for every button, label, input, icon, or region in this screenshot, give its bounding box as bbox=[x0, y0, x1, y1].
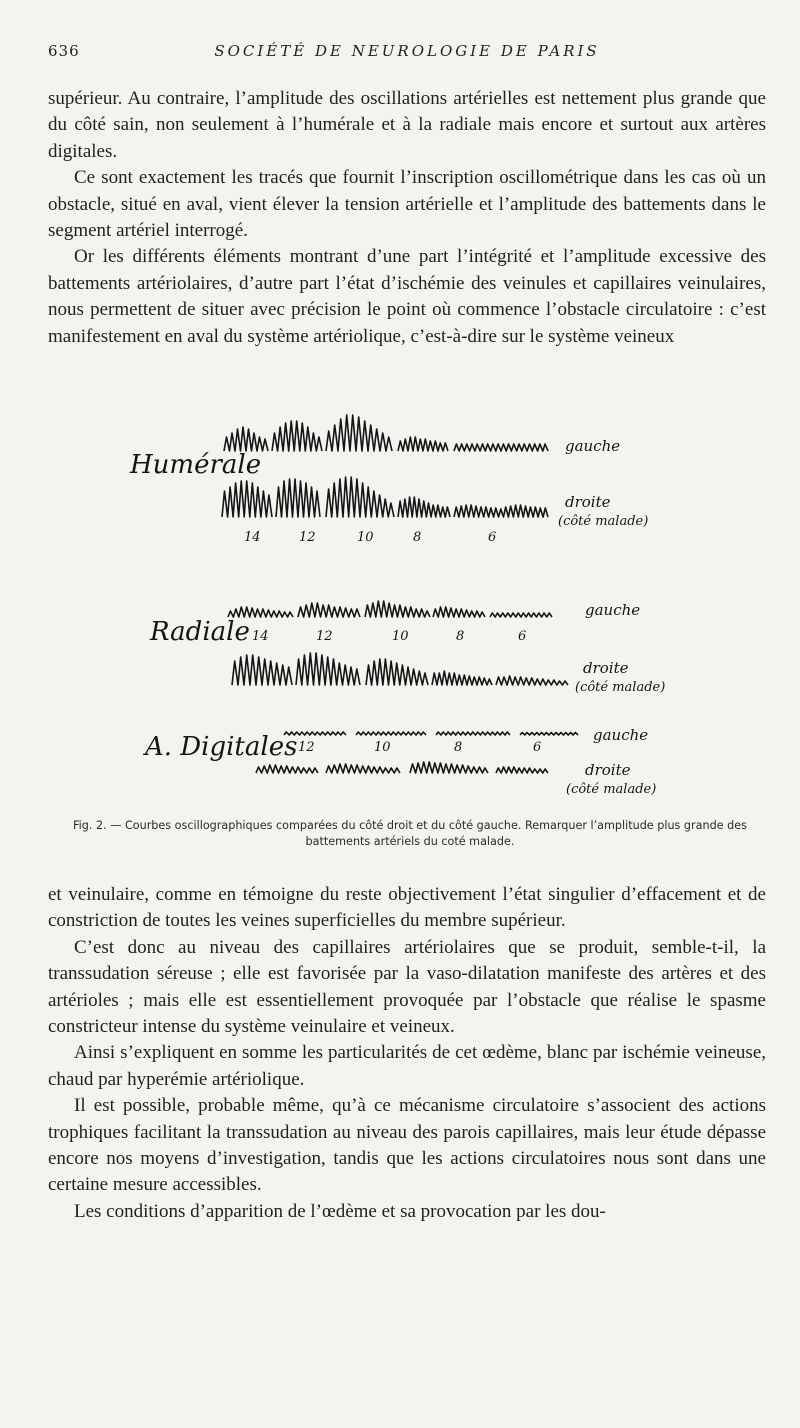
paragraph: et veinulaire, comme en témoigne du reste objectivement l’état singulier d’effacement et de constriction de toutes les veines superficielles du membre supérieur. bbox=[48, 884, 766, 932]
label-gauche: gauche bbox=[593, 726, 649, 744]
trace-digitales-droite bbox=[256, 762, 548, 773]
page-number: 636 bbox=[48, 42, 80, 60]
pressure-label: 10 bbox=[392, 629, 409, 644]
text-block-top bbox=[48, 86, 766, 350]
paragraph: Ce sont exactement les tracés que fournit l’inscription oscillométrique dans les cas où un obstacle, situé en aval, vient élever la tension artérielle et l’amplitude des battements dans le segment artériel interrogé. bbox=[48, 167, 766, 242]
pressure-label: 12 bbox=[316, 629, 333, 644]
label-cote-malade: (côté malade) bbox=[558, 514, 649, 529]
trace-humerale-gauche bbox=[224, 415, 548, 451]
label-droite: droite bbox=[583, 659, 629, 677]
pressure-label: 12 bbox=[299, 530, 316, 545]
pressure-label: 8 bbox=[454, 740, 463, 755]
paragraph: Ainsi s’expliquent en somme les particularités de cet œdème, blanc par ischémie veineuse, chaud par hyperémie artériolique. bbox=[48, 1042, 766, 1090]
label-gauche: gauche bbox=[565, 437, 621, 455]
text-block-bottom bbox=[48, 882, 766, 1225]
running-header bbox=[48, 42, 766, 66]
paragraph: C’est donc au niveau des capillaires artériolaires que se produit, semble-t-il, la transsudation séreuse ; elle est favorisée par la vaso-dilatation manifeste des artères et des artérioles ; mais elle est essentiellement provoquée par l’obstacle que réalise le spasme constricteur intense du système veinulaire et veineux. bbox=[48, 936, 766, 1038]
label-droite: droite bbox=[565, 493, 611, 511]
pressure-label: 14 bbox=[244, 530, 261, 545]
pressure-label: 6 bbox=[488, 530, 497, 545]
trace-radiale-gauche bbox=[228, 601, 552, 617]
pressure-label: 8 bbox=[456, 629, 465, 644]
label-droite: droite bbox=[585, 761, 631, 779]
label-cote-malade: (côté malade) bbox=[575, 680, 666, 695]
label-gauche: gauche bbox=[585, 601, 641, 619]
label-humerale: Humérale bbox=[130, 450, 262, 480]
pressure-label: 10 bbox=[374, 740, 391, 755]
pressure-label: 8 bbox=[413, 530, 422, 545]
label-digitales: A. Digitales bbox=[145, 732, 298, 762]
trace-digitales-gauche bbox=[284, 732, 578, 735]
pressure-label: 10 bbox=[357, 530, 374, 545]
label-radiale: Radiale bbox=[150, 617, 250, 647]
trace-radiale-droite bbox=[232, 653, 568, 685]
paragraph: Or les différents éléments montrant d’une part l’intégrité et l’amplitude excessive des battements artériolaires, d’autre part l’état d’ischémie des veinules et capillaires veinulaires, nous permettent de situer avec précision le point où commence l’obstacle circulatoire : c’est manifestement en aval du système artériolique, c’est-à-dire sur le système veineux bbox=[48, 246, 766, 347]
paragraph: Les conditions d’apparition de l’œdème et sa provocation par les dou- bbox=[74, 1200, 606, 1222]
running-title: SOCIÉTÉ DE NEUROLOGIE DE PARIS bbox=[214, 42, 600, 60]
figure-drawing bbox=[0, 395, 800, 805]
pressure-label: 12 bbox=[298, 740, 315, 755]
trace-humerale-droite bbox=[222, 477, 548, 517]
oscillograph-figure bbox=[0, 395, 800, 805]
figure-caption: Fig. 2. — Courbes oscillographiques comparées du côté droit et du côté gauche. Remarquer l’amplitude plus grande des battements artériels du coté malade. bbox=[73, 819, 747, 848]
label-cote-malade: (côté malade) bbox=[566, 782, 657, 797]
pressure-label: 6 bbox=[533, 740, 542, 755]
pressure-label: 14 bbox=[252, 629, 269, 644]
paragraph: supérieur. Au contraire, l’amplitude des oscillations artérielles est nettement plus grande que du côté sain, non seulement à l’humérale et à la radiale mais encore et surtout aux artères digitales. bbox=[48, 88, 766, 162]
pressure-label: 6 bbox=[518, 629, 527, 644]
paragraph: Il est possible, probable même, qu’à ce mécanisme circulatoire s’associent des actions trophiques facilitant la transsudation au niveau des parois capillaires, mais leur étude dépasse encore nos moyens d’investigation, tandis que les actions circulatoires nous sont dans une certaine mesure accessibles. bbox=[48, 1095, 766, 1196]
